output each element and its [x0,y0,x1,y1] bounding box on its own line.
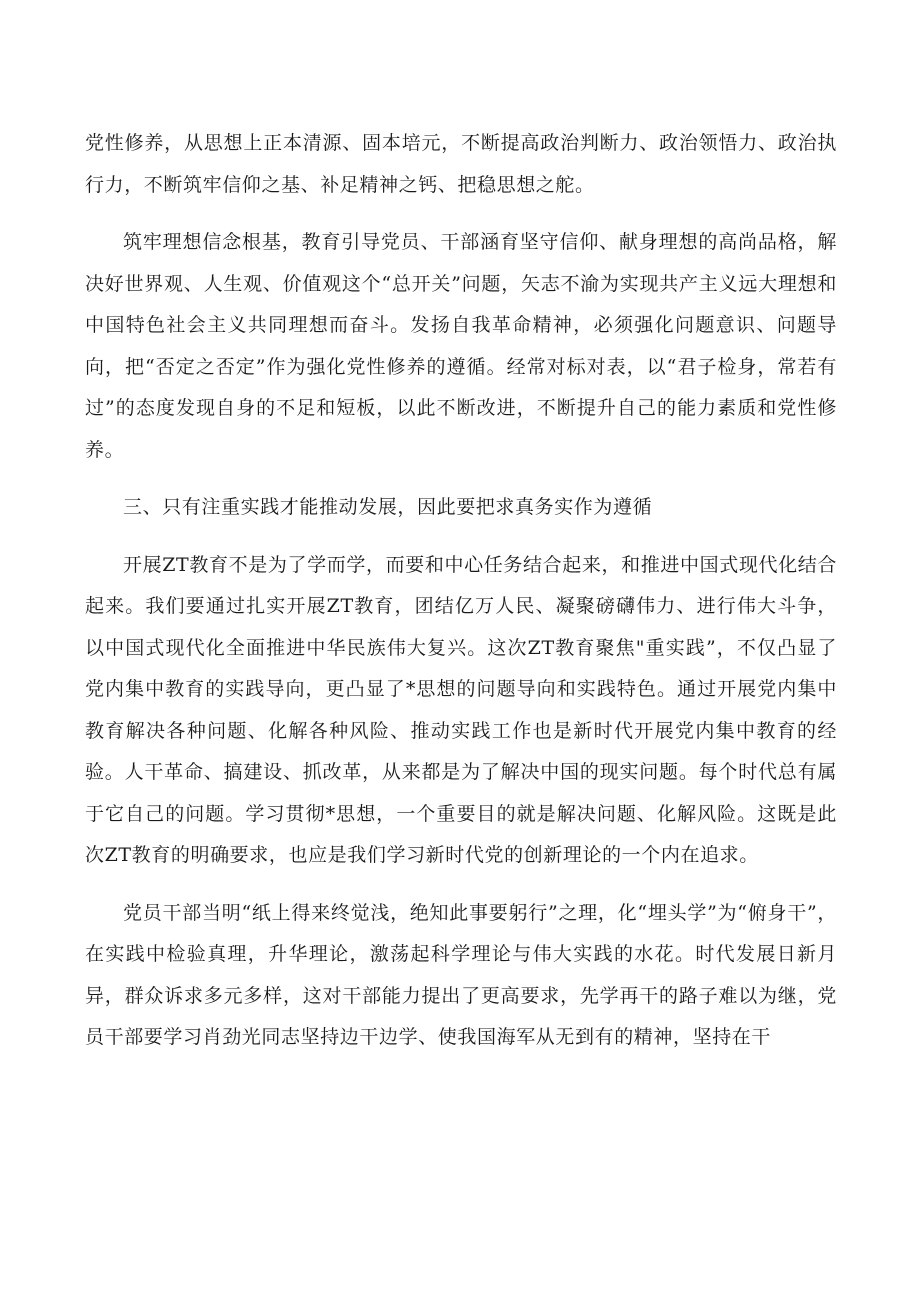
document-body [85,123,837,1075]
paragraph-3: 开展ZT教育不是为了学而学，而要和中心任务结合起来，和推进中国式现代化结合起来。我们要通过扎实开展ZT教育，团结亿万人民、凝聚磅礴伟力、进行伟大斗争，以中国式现代化全面推进中华民族伟大复兴。这次ZT教育聚焦"重实践”，不仅凸显了党内集中教育的实践导向，更凸显了*思想的问题导向和实践特色。通过开展党内集中教育解决各种问题、化解各种风险、推动实践工作也是新时代开展党内集中教育的经验。人干革命、搞建设、抓改革，从来都是为了解决中国的现实问题。每个时代总有属于它自己的问题。学习贯彻*思想，一个重要目的就是解决问题、化解风险。这既是此次ZT教育的明确要求，也应是我们学习新时代党的创新理论的一个内在追求。 [85,553,837,866]
paragraph-4: 党员干部当明“纸上得来终觉浅，绝知此事要躬行”之理，化“埋头学”为“俯身干”，在实践中检验真理，升华理论，激荡起科学理论与伟大实践的水花。时代发展日新月异，群众诉求多元多样，这对干部能力提出了更高要求，先学再干的路子难以为继，党员干部要学习肖劲光同志坚持边干边学、使我国海军从无到有的精神，坚持在干 [85,901,837,1048]
paragraph-2: 筑牢理想信念根基，教育引导党员、干部涵育坚守信仰、献身理想的高尚品格，解决好世界观、人生观、价值观这个“总开关”问题，矢志不渝为实现共产主义远大理想和中国特色社会主义共同理想而奋斗。发扬自我革命精神，必须强化问题意识、问题导向，把“否定之否定”作为强化党性修养的遵循。经常对标对表，以“君子检身，常若有过”的态度发现自身的不足和短板，以此不断改进，不断提升自己的能力素质和党性修养。 [85,231,837,461]
paragraph-1: 党性修养，从思想上正本清源、固本培元，不断提高政治判断力、政治领悟力、政治执行力，不断筑牢信仰之基、补足精神之钙、把稳思想之舵。 [85,132,837,196]
section-heading-3: 三、只有注重实践才能推动发展，因此要把求真务实作为遵循 [123,496,653,518]
